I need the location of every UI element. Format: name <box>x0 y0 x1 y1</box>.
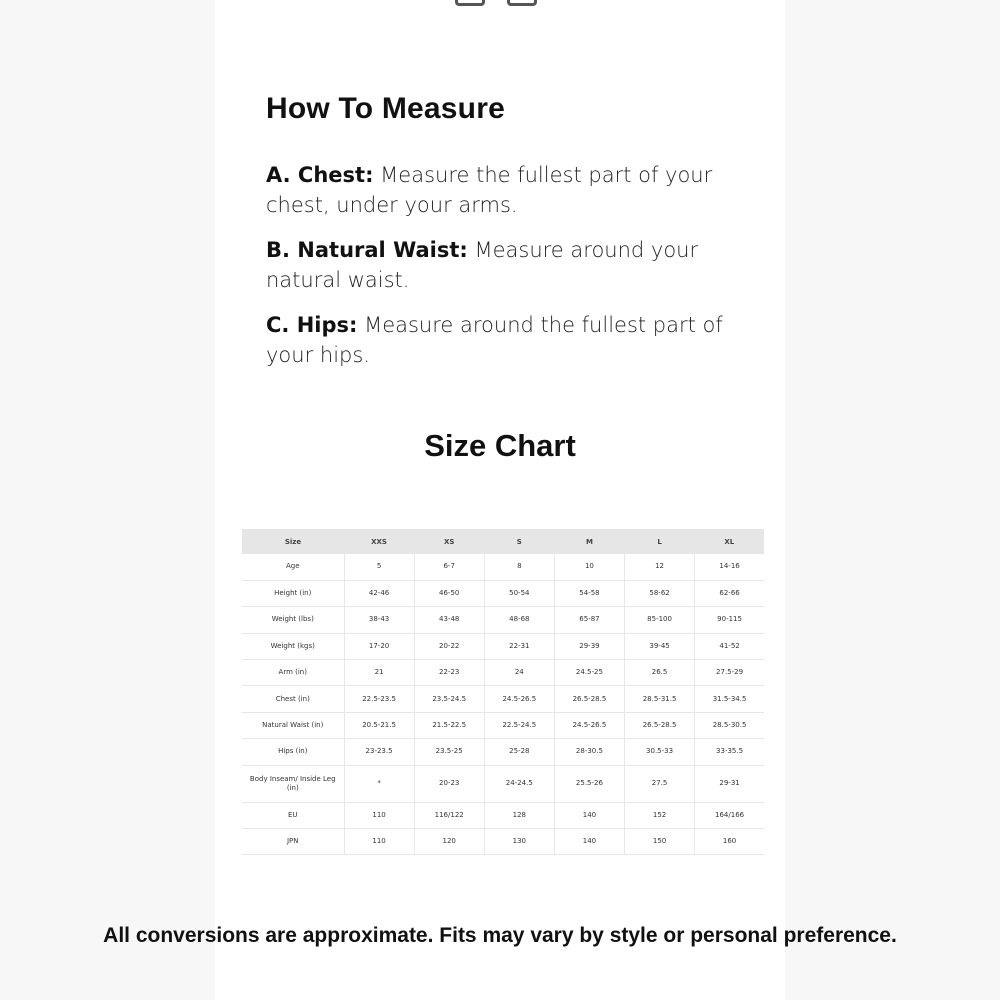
row-label-cell: Chest (in) <box>242 686 344 712</box>
table-cell: 28.5-30.5 <box>695 712 764 738</box>
table-cell: 24-24.5 <box>484 765 554 802</box>
table-row <box>242 765 764 802</box>
measure-item-waist <box>266 235 746 295</box>
table-cell: 28-30.5 <box>554 739 624 765</box>
table-cell: 26.5 <box>625 660 695 686</box>
header-cell: Size <box>242 529 344 554</box>
table-cell: 30.5-33 <box>625 739 695 765</box>
table-cell: 50-54 <box>484 580 554 606</box>
table-cell: 6-7 <box>414 554 484 580</box>
table-cell: 140 <box>554 829 624 855</box>
table-cell: 43-48 <box>414 607 484 633</box>
row-label-cell: JPN <box>242 829 344 855</box>
table-cell: 10 <box>554 554 624 580</box>
row-label-cell: EU <box>242 802 344 828</box>
header-cell: XS <box>414 529 484 554</box>
table-cell: 21.5-22.5 <box>414 712 484 738</box>
table-cell: 39-45 <box>625 633 695 659</box>
table-cell: 62-66 <box>695 580 764 606</box>
measure-item-chest <box>266 160 746 220</box>
table-cell: 17-20 <box>344 633 414 659</box>
table-cell: 116/122 <box>414 802 484 828</box>
table-cell: 140 <box>554 802 624 828</box>
measure-text: Measure around your natural waist. <box>266 238 699 292</box>
table-row <box>242 686 764 712</box>
row-label-cell: Age <box>242 554 344 580</box>
table-row <box>242 580 764 606</box>
header-cell: XL <box>695 529 764 554</box>
table-header-row <box>242 529 764 554</box>
how-to-measure-title: How To Measure <box>266 92 505 125</box>
table-cell: 12 <box>625 554 695 580</box>
measure-item-hips <box>266 310 746 370</box>
table-cell: 25-28 <box>484 739 554 765</box>
table-row <box>242 712 764 738</box>
left-bracket-icon <box>455 0 485 6</box>
header-cell: L <box>625 529 695 554</box>
table-cell: 24.5-26.5 <box>484 686 554 712</box>
row-label-cell: Body Inseam/ Inside Leg (in) <box>242 765 344 802</box>
table-cell: 38-43 <box>344 607 414 633</box>
table-cell: 85-100 <box>625 607 695 633</box>
table-cell: 20-22 <box>414 633 484 659</box>
row-label-cell: Arm (in) <box>242 660 344 686</box>
table-cell: 29-31 <box>695 765 764 802</box>
measure-text: Measure the fullest part of your chest, under your arms. <box>266 163 713 217</box>
table-cell: 24.5-25 <box>554 660 624 686</box>
conversion-footnote: All conversions are approximate. Fits may vary by style or personal preference. <box>103 924 897 947</box>
table-cell: 152 <box>625 802 695 828</box>
size-chart-title: Size Chart <box>424 428 576 463</box>
top-icons <box>455 0 537 6</box>
table-cell: 33-35.5 <box>695 739 764 765</box>
table-cell: 27.5 <box>625 765 695 802</box>
header-cell: XXS <box>344 529 414 554</box>
table-cell: 110 <box>344 829 414 855</box>
table-row <box>242 739 764 765</box>
table-cell: 58-62 <box>625 580 695 606</box>
row-label-cell: Height (in) <box>242 580 344 606</box>
table-cell: 8 <box>484 554 554 580</box>
right-bracket-icon <box>507 0 537 6</box>
measure-term: A. Chest: <box>266 163 374 187</box>
table-cell: 20-23 <box>414 765 484 802</box>
table-cell: 42-46 <box>344 580 414 606</box>
table-cell: 150 <box>625 829 695 855</box>
table-cell: 24 <box>484 660 554 686</box>
table-cell: 130 <box>484 829 554 855</box>
table-body <box>242 554 764 855</box>
table-cell: 54-58 <box>554 580 624 606</box>
table-cell: 65-87 <box>554 607 624 633</box>
table-cell: 24.5-26.5 <box>554 712 624 738</box>
table-row <box>242 802 764 828</box>
measure-list <box>266 160 746 385</box>
row-label-cell: Weight (lbs) <box>242 607 344 633</box>
table-row <box>242 633 764 659</box>
table-cell: 160 <box>695 829 764 855</box>
table-cell: 28.5-31.5 <box>625 686 695 712</box>
measure-text: Measure around the fullest part of your hips. <box>266 313 723 367</box>
table-row <box>242 607 764 633</box>
table-cell: 120 <box>414 829 484 855</box>
table-row <box>242 554 764 580</box>
table-cell: 46-50 <box>414 580 484 606</box>
row-label-cell: Hips (in) <box>242 739 344 765</box>
table-cell: 22-31 <box>484 633 554 659</box>
table-cell: 31.5-34.5 <box>695 686 764 712</box>
table-cell: 22-23 <box>414 660 484 686</box>
table-cell: 26.5-28.5 <box>554 686 624 712</box>
table-row <box>242 660 764 686</box>
table-cell: * <box>344 765 414 802</box>
table-cell: 164/166 <box>695 802 764 828</box>
table-cell: 90-115 <box>695 607 764 633</box>
table-cell: 110 <box>344 802 414 828</box>
table-cell: 128 <box>484 802 554 828</box>
table-cell: 41-52 <box>695 633 764 659</box>
measure-term: C. Hips: <box>266 313 358 337</box>
table-cell: 23.5-24.5 <box>414 686 484 712</box>
table-cell: 26.5-28.5 <box>625 712 695 738</box>
table-cell: 48-68 <box>484 607 554 633</box>
size-chart-table <box>242 529 764 855</box>
table-cell: 5 <box>344 554 414 580</box>
table-cell: 22.5-24.5 <box>484 712 554 738</box>
table-cell: 14-16 <box>695 554 764 580</box>
table-row <box>242 829 764 855</box>
table-cell: 29-39 <box>554 633 624 659</box>
row-label-cell: Natural Waist (in) <box>242 712 344 738</box>
table-cell: 21 <box>344 660 414 686</box>
header-cell: S <box>484 529 554 554</box>
measure-term: B. Natural Waist: <box>266 238 468 262</box>
table-cell: 23.5-25 <box>414 739 484 765</box>
table-cell: 27.5-29 <box>695 660 764 686</box>
header-cell: M <box>554 529 624 554</box>
table-cell: 20.5-21.5 <box>344 712 414 738</box>
table-cell: 23-23.5 <box>344 739 414 765</box>
table-cell: 22.5-23.5 <box>344 686 414 712</box>
table-cell: 25.5-26 <box>554 765 624 802</box>
row-label-cell: Weight (kgs) <box>242 633 344 659</box>
